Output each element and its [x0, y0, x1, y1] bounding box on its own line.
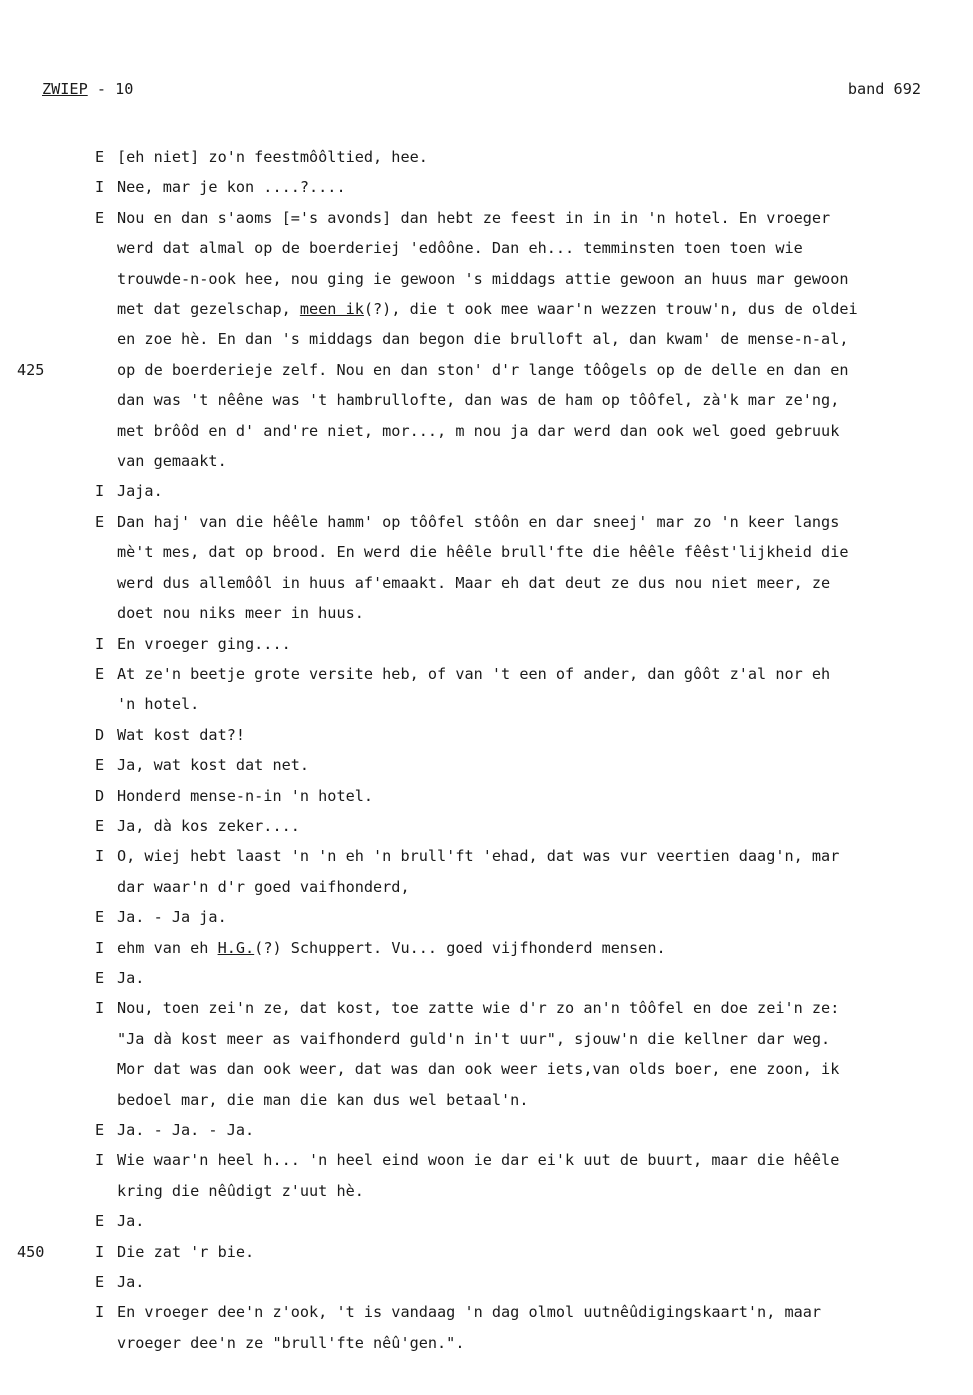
- transcript-turn: [95, 963, 965, 993]
- speaker-label: E: [95, 664, 105, 683]
- utterance: ehm van eh H.G.(?) Schuppert. Vu... goed vijfhonderd mensen.: [117, 938, 666, 957]
- utterance: Ja. - Ja ja.: [117, 908, 227, 927]
- transcript-turn: [95, 933, 965, 963]
- speaker-label: I: [95, 482, 105, 501]
- utterance: En vroeger dee'n z'ook, 't is vandaag 'n dag olmol uutnêûdigingskaart'n, maar vroeger dee'n ze "brull'fte nêû'gen.".: [117, 1303, 822, 1352]
- utterance: At ze'n beetje grote versite heb, of van 't een of ander, dan gôôt z'al nor eh 'n hotel.: [117, 664, 831, 714]
- utterance: en zoe hè. En dan 's middags dan begon die brulloft al, dan kwam' de mense-n-al,: [117, 330, 849, 349]
- speaker-label: E: [95, 1273, 105, 1292]
- transcript-turn: [95, 203, 965, 325]
- transcript-turn: [95, 659, 965, 720]
- utterance: op de boerderieje zelf. Nou en dan ston' d'r lange tôôgels op de delle en dan en dan was 't nêêne was 't hambrullofte, dan was de ham op tôôfel, zà'k mar ze'ng, met brôôd en d' and're niet, mor..., m nou ja dar werd dan ook wel goed gebruuk van gemaakt.: [117, 360, 849, 471]
- speaker-label: I: [95, 847, 105, 866]
- speaker-label: E: [95, 148, 105, 166]
- speaker-label: [95, 324, 117, 354]
- transcript-turn: [17, 355, 965, 477]
- utterance: Nou, toen zei'n ze, dat kost, toe zatte wie d'r zo an'n tôôfel en doe zei'n ze: "Ja dà kost meer as vaifhonderd guld'n in't uur", sjouw'n die kellner dar weg. Mor dat was dan ook weer, dat was dan ook weer iets,van olds boer, ene zoon, ik bedoel mar, die man die kan dus wel betaal'n.: [117, 999, 840, 1109]
- speaker-label: E: [95, 908, 105, 927]
- transcript-turn: [95, 324, 965, 354]
- speaker-label: E: [95, 968, 105, 987]
- utterance: Jaja.: [117, 482, 163, 501]
- speaker-label: I: [95, 999, 105, 1018]
- transcript-turn: [95, 781, 965, 811]
- transcript-turn: [17, 1237, 965, 1267]
- speaker-label: E: [95, 1121, 105, 1139]
- speaker-label: I: [95, 634, 105, 653]
- utterance: Nee, mar je kon ....?....: [117, 178, 346, 197]
- speaker-label: I: [95, 1151, 105, 1170]
- utterance: Wat kost dat?!: [117, 725, 246, 744]
- speaker-label: D: [95, 786, 105, 805]
- utterance: Die zat 'r bie.: [117, 1242, 255, 1261]
- transcript-turn: [95, 1145, 965, 1206]
- utterance: O, wiej hebt laast 'n 'n eh 'n brull'ft 'ehad, dat was vur veertien daag'n, mar dar waar'n d'r goed vaifhonderd,: [117, 847, 840, 896]
- transcript-turn: [95, 172, 965, 202]
- underlined-annotation: meen ik: [299, 300, 364, 319]
- utterance: [eh niet] zo'n feestmôôltied, hee.: [117, 148, 428, 166]
- transcript-turn: [95, 507, 965, 629]
- transcript-turn: [95, 841, 965, 902]
- speaker-label: [95, 355, 117, 477]
- utterance: Nou en dan s'aoms [='s avonds] dan hebt ze feest in in in 'n hotel. En vroeger werd dat almal op de boerderiej 'edôône. Dan eh... temminsten toen toen wie trouwde-n-ook hee, nou ging ie gewoon 's middags attie gewoon an huus mar gewoon met dat gezelschap, meen ik(?), die t ook mee waar'n wezzen trouw'n, dus de oldei: [117, 208, 858, 319]
- transcript-turn: [95, 1267, 965, 1297]
- speaker-label: E: [95, 756, 105, 775]
- utterance: En vroeger ging....: [117, 634, 291, 653]
- speaker-label: D: [95, 725, 105, 744]
- underlined-annotation: H.G.: [217, 938, 255, 957]
- speaker-label: I: [95, 1242, 105, 1261]
- transcript-turn: [95, 811, 965, 841]
- utterance: Honderd mense-n-in 'n hotel.: [117, 786, 374, 805]
- line-number: 425: [17, 360, 45, 379]
- utterance: Ja.: [117, 1212, 145, 1231]
- speaker-label: E: [95, 512, 105, 531]
- transcript-turn: [95, 476, 965, 506]
- speaker-label: E: [95, 1212, 105, 1231]
- utterance: Dan haj' van die hêêle hamm' op tôôfel stôôn en dar sneej' mar zo 'n keer langs mè't mes, dat op brood. En werd die hêêle brull'fte die hêêle fêêst'lijkheid die werd dus allemôôl in huus af'emaakt. Maar eh dat deut ze dus nou niet meer, ze doet nou niks meer in huus.: [117, 512, 849, 623]
- speaker-label: I: [95, 178, 105, 197]
- speaker-label: I: [95, 938, 105, 957]
- transcript-turn: [95, 750, 965, 780]
- speaker-label: E: [95, 816, 105, 835]
- transcript-turn: [95, 720, 965, 750]
- utterance: Wie waar'n heel h... 'n heel eind woon ie dar ei'k uut de buurt, maar die hêêle kring die nêûdigt z'uut hè.: [117, 1151, 840, 1200]
- utterance: Ja. - Ja. - Ja.: [117, 1121, 255, 1139]
- page-header: [42, 80, 921, 104]
- transcript-turn: [95, 1206, 965, 1236]
- tape-label: band 692: [847, 80, 921, 98]
- transcript-turn: [95, 993, 965, 1115]
- page-number: - 10: [87, 80, 134, 98]
- transcript-turn: [95, 1115, 965, 1145]
- transcript-body: [17, 142, 965, 1358]
- utterance: Ja.: [117, 968, 145, 987]
- line-number: 450: [17, 1242, 45, 1261]
- transcript-turn: [95, 902, 965, 932]
- transcript-turn: [95, 142, 965, 172]
- utterance: Ja, dà kos zeker....: [117, 816, 300, 835]
- speaker-label: I: [95, 1303, 105, 1322]
- speaker-label: E: [95, 208, 105, 227]
- transcript-title: ZWIEP: [42, 80, 88, 98]
- transcript-turn: [95, 629, 965, 659]
- utterance: Ja.: [117, 1273, 145, 1292]
- utterance: Ja, wat kost dat net.: [117, 756, 310, 775]
- transcript-turn: [95, 1297, 965, 1358]
